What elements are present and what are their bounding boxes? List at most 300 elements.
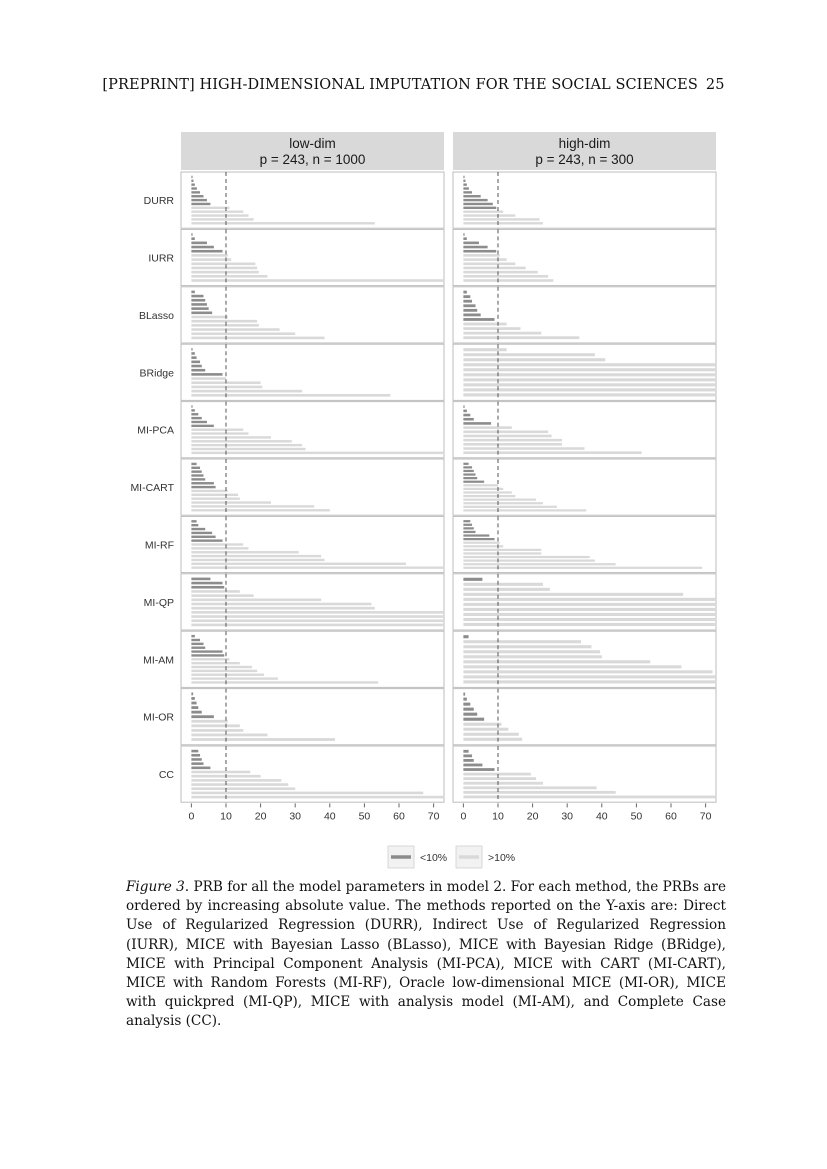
prb-bar: [191, 547, 248, 549]
prb-bar: [463, 180, 465, 182]
method-label: BLasso: [138, 309, 174, 322]
prb-bar: [463, 499, 536, 501]
prb-bar: [191, 352, 194, 355]
prb-bar: [191, 299, 205, 302]
prb-bar: [463, 750, 468, 753]
prb-bar: [463, 222, 543, 224]
prb-bar: [191, 373, 222, 376]
prb-bar: [463, 786, 596, 789]
prb-bar: [191, 187, 197, 189]
prb-bar: [191, 501, 271, 503]
prb-bar: [463, 506, 556, 508]
prb-bar: [463, 383, 716, 386]
prb-bar: [191, 467, 200, 469]
prb-bar: [463, 443, 562, 446]
prb-bar: [463, 650, 600, 653]
prb-bar: [463, 191, 472, 193]
prb-bar: [191, 497, 239, 499]
prb-bar: [191, 478, 205, 480]
method-label: DURR: [143, 195, 174, 208]
prb-bar: [191, 337, 324, 340]
x-tick-label: 20: [526, 810, 539, 823]
method-label: MI-PCA: [137, 424, 174, 437]
prb-bar: [463, 254, 499, 257]
prb-bar: [463, 538, 494, 540]
prb-bar: [463, 451, 641, 454]
legend-label: <10%: [420, 852, 448, 864]
prb-bar: [463, 754, 472, 757]
prb-bar: [463, 509, 586, 511]
page-number: 25: [705, 77, 725, 93]
prb-bar: [191, 611, 444, 614]
prb-bar: [191, 520, 196, 522]
prb-bar: [463, 502, 543, 504]
prb-bar: [463, 203, 492, 205]
prb-bar: [191, 666, 252, 668]
facet-row-panel: [453, 344, 716, 400]
prb-bar: [463, 640, 581, 643]
prb-bar: [463, 488, 503, 490]
prb-bar: [191, 509, 329, 511]
prb-bar: [463, 655, 601, 658]
prb-bar: [191, 262, 255, 265]
prb-bar: [191, 417, 201, 419]
prb-bar: [463, 388, 716, 391]
prb-bar: [191, 444, 302, 446]
prb-bar: [191, 738, 335, 741]
prb-bar: [463, 777, 536, 780]
prb-bar: [463, 430, 548, 433]
prb-bar: [191, 650, 222, 652]
prb-bar: [463, 373, 716, 376]
prb-bar: [463, 176, 464, 178]
method-label: IURR: [148, 252, 174, 265]
prb-bar: [463, 728, 508, 731]
prb-bar: [191, 365, 201, 368]
prb-bar: [463, 791, 615, 794]
method-label: MI-RF: [144, 539, 174, 552]
prb-bar: [191, 532, 212, 534]
prb-bar: [191, 279, 444, 282]
prb-bar: [463, 246, 487, 249]
prb-bar: [463, 733, 518, 736]
prb-bar: [191, 199, 207, 201]
x-tick-label: 30: [561, 810, 574, 823]
prb-bar: [463, 481, 484, 483]
prb-bar: [191, 176, 192, 178]
prb-bar: [191, 599, 321, 602]
prb-bar: [463, 542, 499, 544]
prb-bar: [191, 307, 208, 310]
prb-bar: [191, 720, 227, 723]
prb-bar: [463, 336, 579, 339]
prb-bar: [463, 207, 496, 209]
prb-bar: [463, 309, 477, 312]
prb-bar: [463, 410, 466, 413]
prb-bar: [191, 413, 198, 415]
prb-bar: [191, 242, 207, 245]
prb-bar: [191, 490, 227, 492]
caption-text: . PRB for all the model parameters in model 2. For each method, the PRBs are ordered by increasing absolute value. The methods reported on the Y-axis are: Direct Use of Regularized Regression (DURR), Indirect Use of Regularized Regression (IURR), MICE with Bayesian Lasso (BLasso), MICE with Bayesian Ridge (BRidge), MICE with Principal Component Analysis (MI-PCA), MICE with CART (MI-CART), MICE with Random Forests (MI-RF), Oracle low-dimensional MICE (MI-OR), MICE with quickpred (MI-QP), MICE with analysis model (MI-AM), and Complete Case analysis (CC).: [126, 879, 726, 1030]
prb-bar: [463, 552, 541, 554]
prb-bar: [463, 422, 491, 425]
prb-bar: [463, 484, 498, 486]
prb-bar: [463, 348, 506, 351]
prb-bar: [463, 680, 716, 683]
x-tick-label: 50: [630, 810, 643, 823]
prb-bar: [191, 494, 238, 496]
prb-bar: [191, 463, 196, 465]
figure-caption: [126, 878, 726, 1032]
method-label: MI-AM: [143, 654, 174, 667]
prb-bar: [191, 316, 227, 319]
prb-bar: [463, 782, 543, 785]
x-tick-label: 70: [427, 810, 440, 823]
facet-row-panel: [453, 287, 716, 343]
prb-bar: [463, 378, 716, 381]
prb-bar: [191, 582, 222, 585]
prb-bar: [463, 405, 464, 408]
prb-bar: [463, 618, 716, 621]
prb-bar: [191, 421, 207, 423]
prb-bar: [463, 583, 543, 586]
prb-bar: [463, 759, 473, 762]
prb-bar: [463, 567, 702, 569]
prb-bar: [463, 549, 541, 551]
x-tick-label: 60: [393, 810, 405, 823]
prb-bar: [463, 466, 472, 468]
prb-bar: [463, 603, 716, 606]
prb-bar: [463, 295, 470, 298]
prb-bar: [191, 715, 213, 718]
prb-bar: [463, 524, 472, 526]
prb-bar: [191, 324, 258, 327]
prb-bar: [191, 787, 295, 790]
prb-bar: [191, 267, 257, 270]
prb-bar: [463, 439, 562, 442]
prb-bar: [191, 615, 444, 618]
prb-bar: [463, 531, 475, 533]
prb-bar: [191, 369, 205, 372]
prb-bar: [463, 675, 716, 678]
prb-bar: [463, 463, 468, 465]
prb-bar: [463, 593, 683, 596]
prb-bar: [191, 183, 194, 185]
prb-bar: [463, 187, 469, 189]
prb-bar: [191, 474, 203, 476]
prb-bar: [463, 477, 477, 479]
prb-bar: [191, 332, 295, 335]
prb-bar: [463, 279, 553, 282]
prb-bar: [463, 267, 525, 270]
prb-bar: [191, 448, 305, 450]
prb-bar: [463, 578, 482, 581]
prb-bar: [191, 639, 200, 641]
prb-bar: [191, 643, 203, 645]
prb-bar: [191, 586, 224, 589]
prb-bar: [463, 291, 466, 294]
prb-bar: [191, 536, 215, 538]
x-tick-label: 10: [220, 810, 232, 823]
prb-bar: [463, 764, 482, 767]
prb-bar: [463, 670, 712, 673]
x-tick-label: 40: [323, 810, 336, 823]
prb-bar: [191, 452, 444, 454]
x-tick-label: 70: [699, 810, 712, 823]
running-head-title: [PREPRINT] HIGH-DIMENSIONAL IMPUTATION FOR THE SOCIAL SCIENCES: [102, 77, 698, 93]
prb-bar: [463, 368, 716, 371]
prb-bar: [191, 524, 198, 526]
prb-bar: [191, 210, 243, 212]
prb-bar: [191, 250, 222, 253]
caption-label: Figure 3: [126, 879, 185, 895]
prb-bar: [463, 313, 480, 316]
facet-row-panel: [453, 574, 716, 630]
prb-bar: [191, 528, 205, 530]
prb-bar: [463, 473, 475, 475]
prb-bar: [463, 665, 681, 668]
x-tick-label: 30: [289, 810, 302, 823]
method-label: MI-CART: [130, 482, 174, 495]
prb-bar: [463, 738, 522, 741]
prb-bar: [191, 750, 198, 753]
prb-bar: [191, 218, 253, 220]
prb-bar: [191, 275, 267, 278]
prb-bar: [463, 300, 472, 303]
prb-bar: [463, 768, 494, 771]
prb-bar: [191, 320, 257, 323]
prb-bar: [463, 470, 473, 472]
prb-bar: [191, 543, 243, 545]
prb-bar: [191, 754, 200, 757]
prb-bar: [191, 590, 239, 593]
prb-bar: [463, 258, 506, 261]
prb-bar: [463, 708, 473, 711]
prb-bar: [463, 250, 496, 253]
prb-bar: [191, 594, 253, 597]
prb-bar: [463, 447, 584, 450]
prb-bar: [191, 677, 278, 679]
prb-bar: [191, 734, 267, 737]
prb-bar: [191, 658, 229, 660]
prb-bar: [191, 328, 279, 331]
method-label: MI-OR: [143, 711, 174, 724]
prb-bar: [191, 348, 192, 351]
prb-bar: [191, 486, 215, 488]
prb-bar: [191, 783, 288, 786]
prb-bar: [463, 358, 605, 361]
prb-bar: [463, 660, 650, 663]
prb-bar: [191, 559, 324, 561]
prb-bar: [463, 718, 484, 721]
prb-bar: [463, 195, 480, 197]
prb-bar: [463, 210, 503, 212]
prb-bar: [463, 645, 591, 648]
facet-row-panel: [453, 689, 716, 745]
prb-bar: [463, 363, 716, 366]
prb-bar: [191, 767, 210, 770]
prb-bar: [191, 635, 194, 637]
prb-bar: [191, 729, 243, 732]
prb-bar: [191, 436, 271, 438]
prb-bar: [463, 613, 716, 616]
prb-bar: [191, 578, 210, 581]
prb-bar: [463, 635, 468, 638]
prb-bar: [463, 323, 506, 326]
prb-bar: [463, 318, 494, 321]
prb-bar: [191, 758, 201, 761]
prb-bar: [191, 409, 194, 411]
prb-bar: [191, 254, 227, 257]
prb-bar: [463, 545, 503, 547]
prb-bar: [191, 603, 371, 606]
prb-bar: [463, 271, 537, 274]
prb-bar: [463, 214, 515, 216]
prb-bar: [191, 539, 222, 541]
prb-bar: [463, 426, 511, 429]
prb-bar: [463, 698, 466, 701]
facet-subtitle: p = 243, n = 300: [535, 152, 634, 167]
prb-bar: [191, 619, 444, 622]
prb-bar: [191, 551, 298, 553]
prb-bar: [191, 674, 264, 676]
prb-bar: [191, 432, 248, 434]
x-tick-label: 50: [358, 810, 371, 823]
prb-bar: [191, 607, 374, 610]
x-tick-label: 20: [254, 810, 267, 823]
prb-bar: [191, 390, 302, 393]
prb-bar: [463, 773, 530, 776]
prb-bar: [463, 495, 515, 497]
prb-bar: [191, 624, 444, 627]
prb-bar: [191, 291, 194, 294]
prb-bar: [463, 713, 477, 716]
prb-bar: [463, 723, 501, 726]
prb-bar: [191, 692, 193, 695]
prb-bar: [463, 491, 511, 493]
prb-bar: [191, 762, 203, 765]
prb-bar: [463, 414, 470, 417]
prb-bar: [191, 405, 192, 407]
prb-bar: [191, 654, 224, 656]
prb-bar: [191, 394, 390, 397]
prb-bar: [191, 271, 258, 274]
prb-bar: [191, 222, 374, 224]
x-tick-label: 0: [188, 810, 195, 823]
legend-label: >10%: [488, 852, 516, 864]
prb-bar: [463, 332, 541, 335]
prb-bar: [191, 711, 201, 714]
prb-bar: [191, 505, 314, 507]
facet-row-panel: [181, 689, 444, 745]
prb-bar: [463, 327, 520, 330]
prb-bar: [191, 195, 203, 197]
prb-bar: [463, 598, 716, 601]
prb-bar: [191, 647, 205, 649]
facet-title: high-dim: [558, 136, 611, 151]
prb-bar: [191, 425, 213, 427]
prb-bar: [191, 207, 229, 209]
prb-bar: [463, 560, 595, 562]
facet-row-panel: [453, 631, 716, 687]
prb-bar: [463, 304, 475, 307]
facet-title: low-dim: [289, 136, 336, 151]
prb-bar: [463, 435, 551, 438]
prb-bar: [191, 237, 194, 240]
prb-bar: [191, 555, 321, 557]
prb-bar: [463, 693, 465, 696]
prb-bar: [191, 706, 198, 709]
prb-bar: [191, 697, 194, 700]
prb-bar: [463, 520, 470, 522]
prb-bar: [191, 246, 213, 249]
prb-bar: [191, 482, 213, 484]
facet-subtitle: p = 243, n = 1000: [259, 152, 366, 167]
prb-bar: [463, 353, 595, 356]
prb-bar: [463, 556, 589, 558]
prb-bar: [463, 199, 487, 201]
x-tick-label: 60: [665, 810, 677, 823]
running-head: [0, 77, 827, 93]
prb-bar: [463, 233, 464, 236]
prb-bar: [191, 386, 262, 389]
prb-bar: [191, 681, 378, 683]
prb-bar: [463, 183, 466, 185]
prb-bar: [191, 470, 201, 472]
prb-bar: [191, 662, 239, 664]
prb-bar: [463, 218, 539, 220]
prb-bar: [191, 214, 248, 216]
prb-bar: [463, 393, 716, 396]
x-tick-label: 10: [492, 810, 504, 823]
prb-bar: [463, 623, 716, 626]
prb-bar: [191, 180, 193, 182]
prb-bar: [463, 534, 489, 536]
prb-bar: [191, 233, 192, 236]
prb-bar: [463, 563, 615, 565]
prb-bar: [463, 527, 473, 529]
prb-bar: [191, 440, 291, 442]
prb-bar: [463, 262, 515, 265]
prb-bar: [191, 779, 281, 782]
prb-bar: [191, 312, 212, 315]
prb-bar: [191, 295, 203, 298]
method-label: BRidge: [139, 367, 174, 380]
prb-bar: [191, 361, 200, 364]
prb-bar: [463, 275, 548, 278]
prb-bar: [191, 566, 444, 568]
prb-chart: [120, 125, 730, 870]
prb-bar: [463, 703, 470, 706]
prb-bar: [463, 608, 716, 611]
prb-bar: [191, 563, 406, 565]
prb-bar: [191, 796, 444, 799]
figure-3: [120, 125, 730, 874]
prb-bar: [191, 356, 196, 359]
prb-bar: [191, 670, 257, 672]
prb-bar: [463, 418, 473, 421]
prb-bar: [463, 588, 550, 591]
prb-bar: [191, 377, 226, 380]
prb-bar: [191, 191, 200, 193]
prb-bar: [191, 702, 196, 705]
x-tick-label: 0: [460, 810, 467, 823]
prb-bar: [191, 203, 210, 205]
prb-bar: [463, 237, 466, 240]
method-label: CC: [158, 769, 174, 782]
prb-bar: [191, 258, 231, 261]
x-tick-label: 40: [595, 810, 608, 823]
